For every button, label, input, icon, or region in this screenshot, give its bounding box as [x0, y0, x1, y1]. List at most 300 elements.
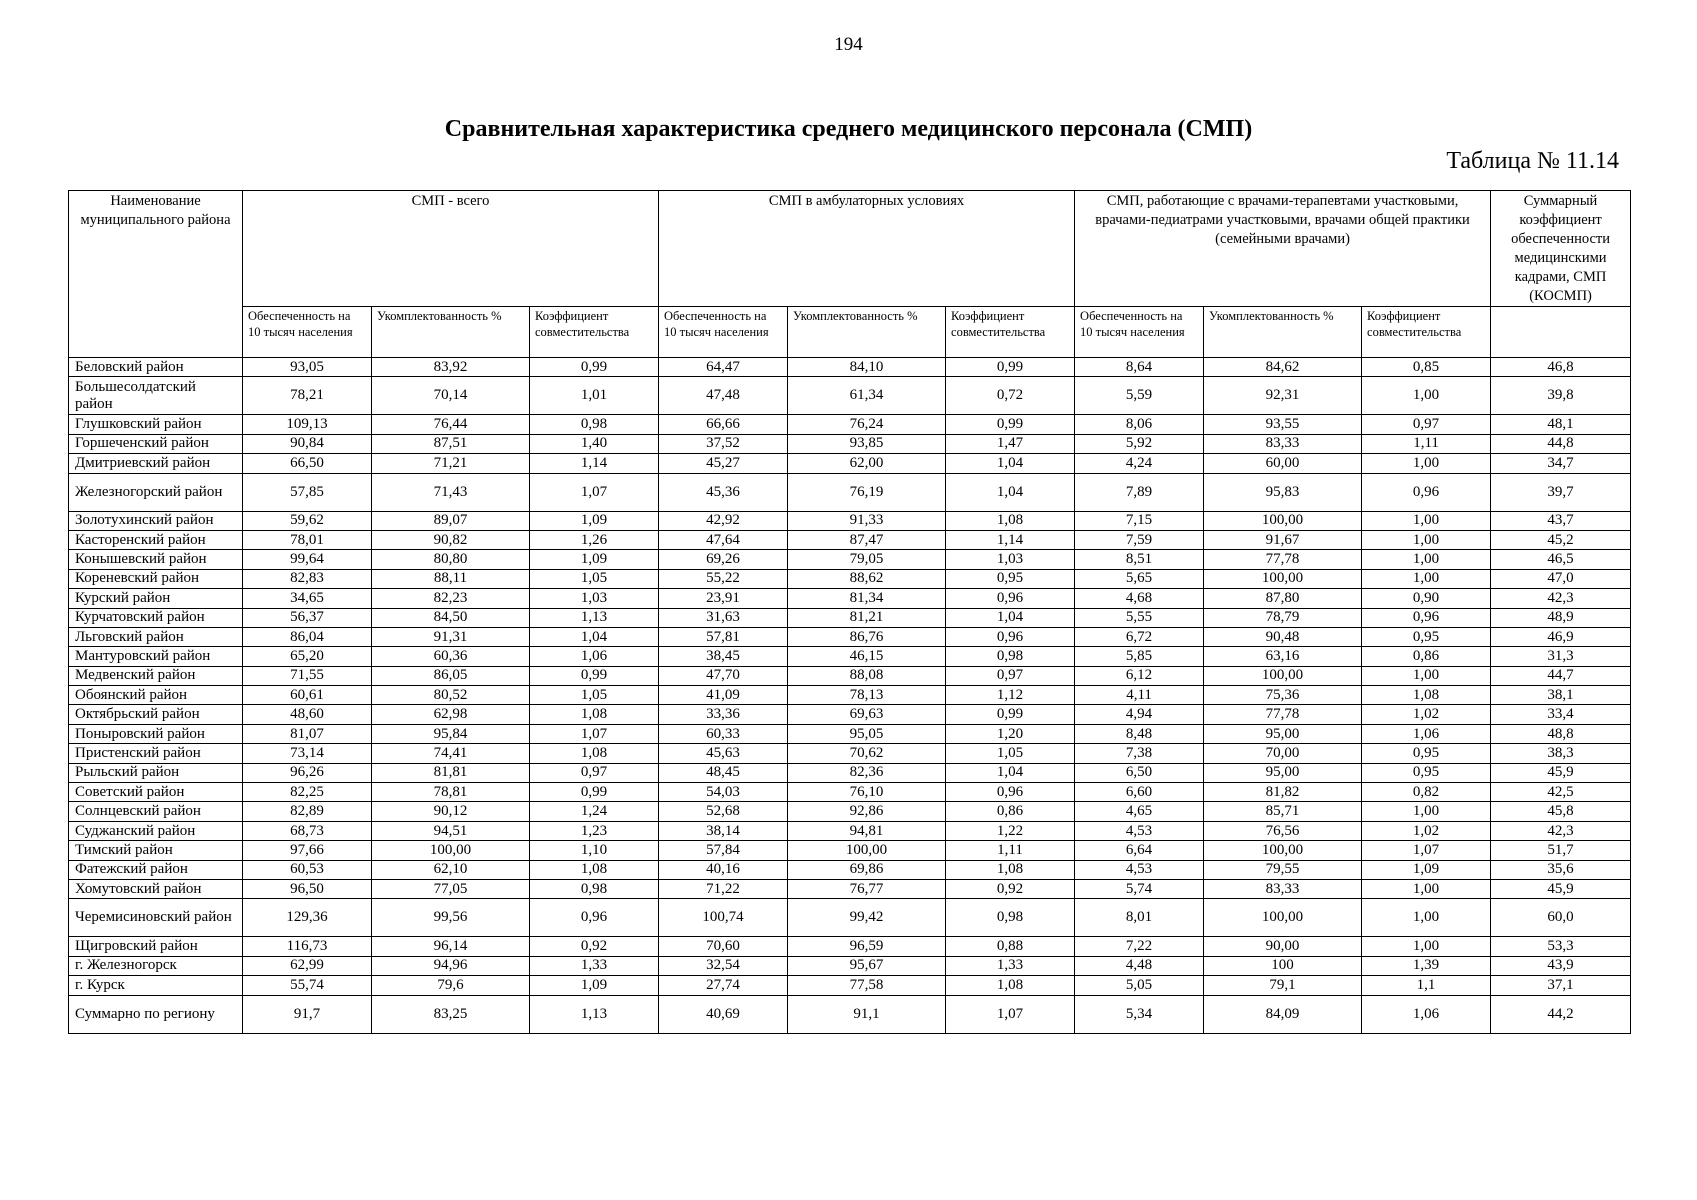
district-name-cell: Тимский район: [69, 841, 243, 860]
value-cell: 1,00: [1362, 937, 1491, 956]
subheader-combination: Коэффициент совместительства: [946, 307, 1075, 358]
value-cell: 0,97: [946, 666, 1075, 685]
value-cell: 43,7: [1491, 511, 1631, 530]
value-cell: 8,51: [1075, 550, 1204, 569]
value-cell: 96,26: [243, 763, 372, 782]
value-cell: 45,36: [659, 473, 788, 511]
value-cell: 6,60: [1075, 783, 1204, 802]
value-cell: 96,50: [243, 879, 372, 898]
value-cell: 79,05: [788, 550, 946, 569]
value-cell: 48,8: [1491, 724, 1631, 743]
value-cell: 78,13: [788, 686, 946, 705]
value-cell: 100,00: [1204, 569, 1362, 588]
header-ambulatory: СМП в амбулаторных условиях: [659, 191, 1075, 307]
value-cell: 77,58: [788, 976, 946, 995]
value-cell: 56,37: [243, 608, 372, 627]
value-cell: 1,04: [946, 763, 1075, 782]
value-cell: 88,11: [372, 569, 530, 588]
value-cell: 76,44: [372, 415, 530, 434]
table-row: [69, 434, 1631, 453]
value-cell: 68,73: [243, 821, 372, 840]
value-cell: 4,94: [1075, 705, 1204, 724]
table-row: [69, 802, 1631, 821]
value-cell: 33,36: [659, 705, 788, 724]
value-cell: 78,01: [243, 530, 372, 549]
value-cell: 27,74: [659, 976, 788, 995]
table-row: [69, 956, 1631, 975]
value-cell: 1,02: [1362, 821, 1491, 840]
value-cell: 0,82: [1362, 783, 1491, 802]
value-cell: 39,8: [1491, 377, 1631, 415]
table-row: [69, 744, 1631, 763]
value-cell: 46,8: [1491, 358, 1631, 377]
value-cell: 0,99: [946, 705, 1075, 724]
value-cell: 0,96: [946, 627, 1075, 646]
value-cell: 48,45: [659, 763, 788, 782]
value-cell: 42,3: [1491, 589, 1631, 608]
value-cell: 1,00: [1362, 666, 1491, 685]
value-cell: 0,95: [1362, 763, 1491, 782]
value-cell: 99,56: [372, 899, 530, 937]
value-cell: 78,79: [1204, 608, 1362, 627]
value-cell: 0,88: [946, 937, 1075, 956]
value-cell: 1,09: [530, 550, 659, 569]
value-cell: 48,9: [1491, 608, 1631, 627]
value-cell: 46,15: [788, 647, 946, 666]
value-cell: 45,63: [659, 744, 788, 763]
value-cell: 109,13: [243, 415, 372, 434]
value-cell: 1,13: [530, 608, 659, 627]
value-cell: 1,11: [946, 841, 1075, 860]
value-cell: 0,98: [530, 415, 659, 434]
district-name-cell: Дмитриевский район: [69, 454, 243, 473]
value-cell: 1,10: [530, 841, 659, 860]
value-cell: 0,95: [1362, 627, 1491, 646]
value-cell: 100: [1204, 956, 1362, 975]
value-cell: 7,15: [1075, 511, 1204, 530]
value-cell: 1,14: [530, 454, 659, 473]
district-name-cell: Кореневский район: [69, 569, 243, 588]
table-number: Таблица № 11.14: [1446, 148, 1619, 174]
value-cell: 73,14: [243, 744, 372, 763]
value-cell: 6,12: [1075, 666, 1204, 685]
value-cell: 76,24: [788, 415, 946, 434]
table-row: [69, 686, 1631, 705]
value-cell: 88,08: [788, 666, 946, 685]
table-row: [69, 627, 1631, 646]
value-cell: 88,62: [788, 569, 946, 588]
value-cell: 1,02: [1362, 705, 1491, 724]
value-cell: 83,25: [372, 995, 530, 1033]
value-cell: 43,9: [1491, 956, 1631, 975]
district-name-cell: Хомутовский район: [69, 879, 243, 898]
value-cell: 81,34: [788, 589, 946, 608]
value-cell: 0,98: [946, 899, 1075, 937]
value-cell: 77,78: [1204, 550, 1362, 569]
district-name-cell: Конышевский район: [69, 550, 243, 569]
value-cell: 8,01: [1075, 899, 1204, 937]
value-cell: 91,1: [788, 995, 946, 1033]
value-cell: 86,05: [372, 666, 530, 685]
value-cell: 76,56: [1204, 821, 1362, 840]
value-cell: 71,21: [372, 454, 530, 473]
value-cell: 66,50: [243, 454, 372, 473]
value-cell: 1,11: [1362, 434, 1491, 453]
value-cell: 94,81: [788, 821, 946, 840]
value-cell: 100,00: [1204, 666, 1362, 685]
value-cell: 0,96: [530, 899, 659, 937]
value-cell: 8,06: [1075, 415, 1204, 434]
table-row: [69, 860, 1631, 879]
value-cell: 55,74: [243, 976, 372, 995]
value-cell: 1,00: [1362, 802, 1491, 821]
value-cell: 1,26: [530, 530, 659, 549]
value-cell: 0,96: [1362, 473, 1491, 511]
district-name-cell: Золотухинский район: [69, 511, 243, 530]
district-name-cell: Пристенский район: [69, 744, 243, 763]
value-cell: 0,95: [946, 569, 1075, 588]
value-cell: 85,71: [1204, 802, 1362, 821]
value-cell: 4,24: [1075, 454, 1204, 473]
table-row: [69, 415, 1631, 434]
value-cell: 41,09: [659, 686, 788, 705]
table-row: [69, 473, 1631, 511]
value-cell: 61,34: [788, 377, 946, 415]
district-name-cell: Советский район: [69, 783, 243, 802]
value-cell: 100,00: [1204, 899, 1362, 937]
value-cell: 1,06: [1362, 724, 1491, 743]
value-cell: 91,67: [1204, 530, 1362, 549]
subheader-provision: Обеспеченность на 10 тысяч населения: [243, 307, 372, 358]
value-cell: 40,69: [659, 995, 788, 1033]
value-cell: 4,53: [1075, 860, 1204, 879]
value-cell: 84,09: [1204, 995, 1362, 1033]
value-cell: 74,41: [372, 744, 530, 763]
value-cell: 1,04: [530, 627, 659, 646]
subheader-empty: [1491, 307, 1631, 358]
district-name-cell: Солнцевский район: [69, 802, 243, 821]
value-cell: 65,20: [243, 647, 372, 666]
value-cell: 60,00: [1204, 454, 1362, 473]
value-cell: 90,84: [243, 434, 372, 453]
value-cell: 1,05: [530, 569, 659, 588]
value-cell: 1,07: [946, 995, 1075, 1033]
value-cell: 1,09: [530, 511, 659, 530]
value-cell: 75,36: [1204, 686, 1362, 705]
table-row: [69, 783, 1631, 802]
district-name-cell: Фатежский район: [69, 860, 243, 879]
value-cell: 94,51: [372, 821, 530, 840]
district-name-cell: Большесолдатский район: [69, 377, 243, 415]
value-cell: 87,51: [372, 434, 530, 453]
value-cell: 34,65: [243, 589, 372, 608]
value-cell: 57,81: [659, 627, 788, 646]
value-cell: 90,00: [1204, 937, 1362, 956]
value-cell: 1,09: [530, 976, 659, 995]
value-cell: 92,31: [1204, 377, 1362, 415]
value-cell: 78,21: [243, 377, 372, 415]
value-cell: 0,86: [1362, 647, 1491, 666]
subheader-provision: Обеспеченность на 10 тысяч населения: [1075, 307, 1204, 358]
table-row: [69, 377, 1631, 415]
value-cell: 47,48: [659, 377, 788, 415]
value-cell: 95,67: [788, 956, 946, 975]
value-cell: 81,82: [1204, 783, 1362, 802]
value-cell: 76,19: [788, 473, 946, 511]
value-cell: 23,91: [659, 589, 788, 608]
value-cell: 1,00: [1362, 377, 1491, 415]
value-cell: 1,00: [1362, 530, 1491, 549]
header-total: СМП - всего: [243, 191, 659, 307]
value-cell: 1,08: [946, 511, 1075, 530]
table-row: [69, 530, 1631, 549]
value-cell: 0,86: [946, 802, 1075, 821]
value-cell: 79,1: [1204, 976, 1362, 995]
value-cell: 87,80: [1204, 589, 1362, 608]
value-cell: 83,33: [1204, 879, 1362, 898]
value-cell: 99,42: [788, 899, 946, 937]
value-cell: 0,96: [1362, 608, 1491, 627]
value-cell: 95,00: [1204, 763, 1362, 782]
subheader-staffing: Укомплектованность %: [1204, 307, 1362, 358]
value-cell: 5,65: [1075, 569, 1204, 588]
value-cell: 1,04: [946, 608, 1075, 627]
value-cell: 8,64: [1075, 358, 1204, 377]
value-cell: 45,8: [1491, 802, 1631, 821]
value-cell: 1,08: [530, 744, 659, 763]
value-cell: 81,21: [788, 608, 946, 627]
value-cell: 70,62: [788, 744, 946, 763]
district-name-cell: Мантуровский район: [69, 647, 243, 666]
value-cell: 1,03: [530, 589, 659, 608]
district-name-cell: г. Железногорск: [69, 956, 243, 975]
value-cell: 5,85: [1075, 647, 1204, 666]
table-row: [69, 550, 1631, 569]
value-cell: 62,10: [372, 860, 530, 879]
value-cell: 100,00: [788, 841, 946, 860]
value-cell: 93,05: [243, 358, 372, 377]
value-cell: 1,39: [1362, 956, 1491, 975]
value-cell: 1,47: [946, 434, 1075, 453]
value-cell: 1,00: [1362, 454, 1491, 473]
value-cell: 83,92: [372, 358, 530, 377]
value-cell: 1,08: [530, 705, 659, 724]
value-cell: 46,9: [1491, 627, 1631, 646]
value-cell: 95,00: [1204, 724, 1362, 743]
page-number: 194: [834, 34, 863, 55]
value-cell: 44,8: [1491, 434, 1631, 453]
district-name-cell: Щигровский район: [69, 937, 243, 956]
value-cell: 94,96: [372, 956, 530, 975]
value-cell: 79,6: [372, 976, 530, 995]
district-name-cell: Железногорский район: [69, 473, 243, 511]
value-cell: 82,25: [243, 783, 372, 802]
value-cell: 1,40: [530, 434, 659, 453]
value-cell: 45,2: [1491, 530, 1631, 549]
value-cell: 70,14: [372, 377, 530, 415]
value-cell: 60,0: [1491, 899, 1631, 937]
value-cell: 76,10: [788, 783, 946, 802]
district-name-cell: Медвенский район: [69, 666, 243, 685]
value-cell: 1,08: [946, 976, 1075, 995]
value-cell: 0,99: [946, 358, 1075, 377]
value-cell: 48,60: [243, 705, 372, 724]
table-row: [69, 724, 1631, 743]
value-cell: 97,66: [243, 841, 372, 860]
value-cell: 5,55: [1075, 608, 1204, 627]
value-cell: 1,06: [530, 647, 659, 666]
value-cell: 99,64: [243, 550, 372, 569]
value-cell: 80,52: [372, 686, 530, 705]
value-cell: 45,9: [1491, 763, 1631, 782]
value-cell: 1,1: [1362, 976, 1491, 995]
value-cell: 4,11: [1075, 686, 1204, 705]
district-name-cell: Октябрьский район: [69, 705, 243, 724]
value-cell: 45,27: [659, 454, 788, 473]
value-cell: 79,55: [1204, 860, 1362, 879]
value-cell: 96,59: [788, 937, 946, 956]
value-cell: 4,65: [1075, 802, 1204, 821]
value-cell: 82,36: [788, 763, 946, 782]
value-cell: 60,33: [659, 724, 788, 743]
value-cell: 1,04: [946, 473, 1075, 511]
value-cell: 0,96: [946, 589, 1075, 608]
value-cell: 0,97: [1362, 415, 1491, 434]
value-cell: 93,55: [1204, 415, 1362, 434]
value-cell: 71,43: [372, 473, 530, 511]
value-cell: 35,6: [1491, 860, 1631, 879]
value-cell: 33,4: [1491, 705, 1631, 724]
value-cell: 0,97: [530, 763, 659, 782]
value-cell: 40,16: [659, 860, 788, 879]
value-cell: 1,07: [530, 473, 659, 511]
value-cell: 0,95: [1362, 744, 1491, 763]
value-cell: 42,92: [659, 511, 788, 530]
value-cell: 51,7: [1491, 841, 1631, 860]
value-cell: 0,92: [530, 937, 659, 956]
subheader-combination: Коэффициент совместительства: [1362, 307, 1491, 358]
value-cell: 1,08: [1362, 686, 1491, 705]
value-cell: 95,84: [372, 724, 530, 743]
table-row: [69, 705, 1631, 724]
table-row: [69, 666, 1631, 685]
value-cell: 31,3: [1491, 647, 1631, 666]
value-cell: 1,00: [1362, 550, 1491, 569]
value-cell: 89,07: [372, 511, 530, 530]
value-cell: 38,45: [659, 647, 788, 666]
table-body: [69, 358, 1631, 1034]
value-cell: 60,61: [243, 686, 372, 705]
table-row: [69, 937, 1631, 956]
value-cell: 0,90: [1362, 589, 1491, 608]
value-cell: 70,00: [1204, 744, 1362, 763]
value-cell: 77,78: [1204, 705, 1362, 724]
value-cell: 5,59: [1075, 377, 1204, 415]
value-cell: 47,64: [659, 530, 788, 549]
value-cell: 4,48: [1075, 956, 1204, 975]
district-name-cell: Рыльский район: [69, 763, 243, 782]
value-cell: 7,89: [1075, 473, 1204, 511]
value-cell: 1,13: [530, 995, 659, 1033]
value-cell: 46,5: [1491, 550, 1631, 569]
value-cell: 1,00: [1362, 879, 1491, 898]
value-cell: 71,22: [659, 879, 788, 898]
value-cell: 7,22: [1075, 937, 1204, 956]
staff-comparison-table: [68, 190, 1631, 1034]
value-cell: 71,55: [243, 666, 372, 685]
value-cell: 1,33: [530, 956, 659, 975]
value-cell: 6,50: [1075, 763, 1204, 782]
value-cell: 0,72: [946, 377, 1075, 415]
value-cell: 91,33: [788, 511, 946, 530]
value-cell: 69,86: [788, 860, 946, 879]
value-cell: 76,77: [788, 879, 946, 898]
value-cell: 69,26: [659, 550, 788, 569]
value-cell: 0,99: [530, 358, 659, 377]
value-cell: 66,66: [659, 415, 788, 434]
value-cell: 1,09: [1362, 860, 1491, 879]
value-cell: 70,60: [659, 937, 788, 956]
value-cell: 52,68: [659, 802, 788, 821]
value-cell: 5,92: [1075, 434, 1204, 453]
value-cell: 82,89: [243, 802, 372, 821]
table-row: [69, 976, 1631, 995]
district-name-cell: Черемисиновский район: [69, 899, 243, 937]
table-row: [69, 569, 1631, 588]
value-cell: 0,96: [946, 783, 1075, 802]
value-cell: 100,00: [1204, 511, 1362, 530]
value-cell: 8,48: [1075, 724, 1204, 743]
subheader-staffing: Укомплектованность %: [788, 307, 946, 358]
value-cell: 42,3: [1491, 821, 1631, 840]
value-cell: 1,14: [946, 530, 1075, 549]
district-name-cell: Курский район: [69, 589, 243, 608]
value-cell: 38,1: [1491, 686, 1631, 705]
value-cell: 78,81: [372, 783, 530, 802]
value-cell: 4,53: [1075, 821, 1204, 840]
table-row: [69, 899, 1631, 937]
value-cell: 64,47: [659, 358, 788, 377]
value-cell: 86,04: [243, 627, 372, 646]
value-cell: 1,22: [946, 821, 1075, 840]
value-cell: 6,72: [1075, 627, 1204, 646]
district-name-cell: Поныровский район: [69, 724, 243, 743]
table-row: [69, 454, 1631, 473]
value-cell: 32,54: [659, 956, 788, 975]
value-cell: 1,00: [1362, 511, 1491, 530]
district-name-cell: Горшеченский район: [69, 434, 243, 453]
value-cell: 39,7: [1491, 473, 1631, 511]
subheader-provision: Обеспеченность на 10 тысяч населения: [659, 307, 788, 358]
value-cell: 1,06: [1362, 995, 1491, 1033]
district-name-cell: Обоянский район: [69, 686, 243, 705]
value-cell: 60,53: [243, 860, 372, 879]
value-cell: 53,3: [1491, 937, 1631, 956]
value-cell: 91,7: [243, 995, 372, 1033]
value-cell: 42,5: [1491, 783, 1631, 802]
table-row: [69, 647, 1631, 666]
value-cell: 1,20: [946, 724, 1075, 743]
value-cell: 0,85: [1362, 358, 1491, 377]
value-cell: 77,05: [372, 879, 530, 898]
table-row: [69, 821, 1631, 840]
value-cell: 31,63: [659, 608, 788, 627]
value-cell: 1,12: [946, 686, 1075, 705]
value-cell: 1,07: [1362, 841, 1491, 860]
value-cell: 1,08: [946, 860, 1075, 879]
district-name-cell: г. Курск: [69, 976, 243, 995]
district-name-cell: Суммарно по региону: [69, 995, 243, 1033]
